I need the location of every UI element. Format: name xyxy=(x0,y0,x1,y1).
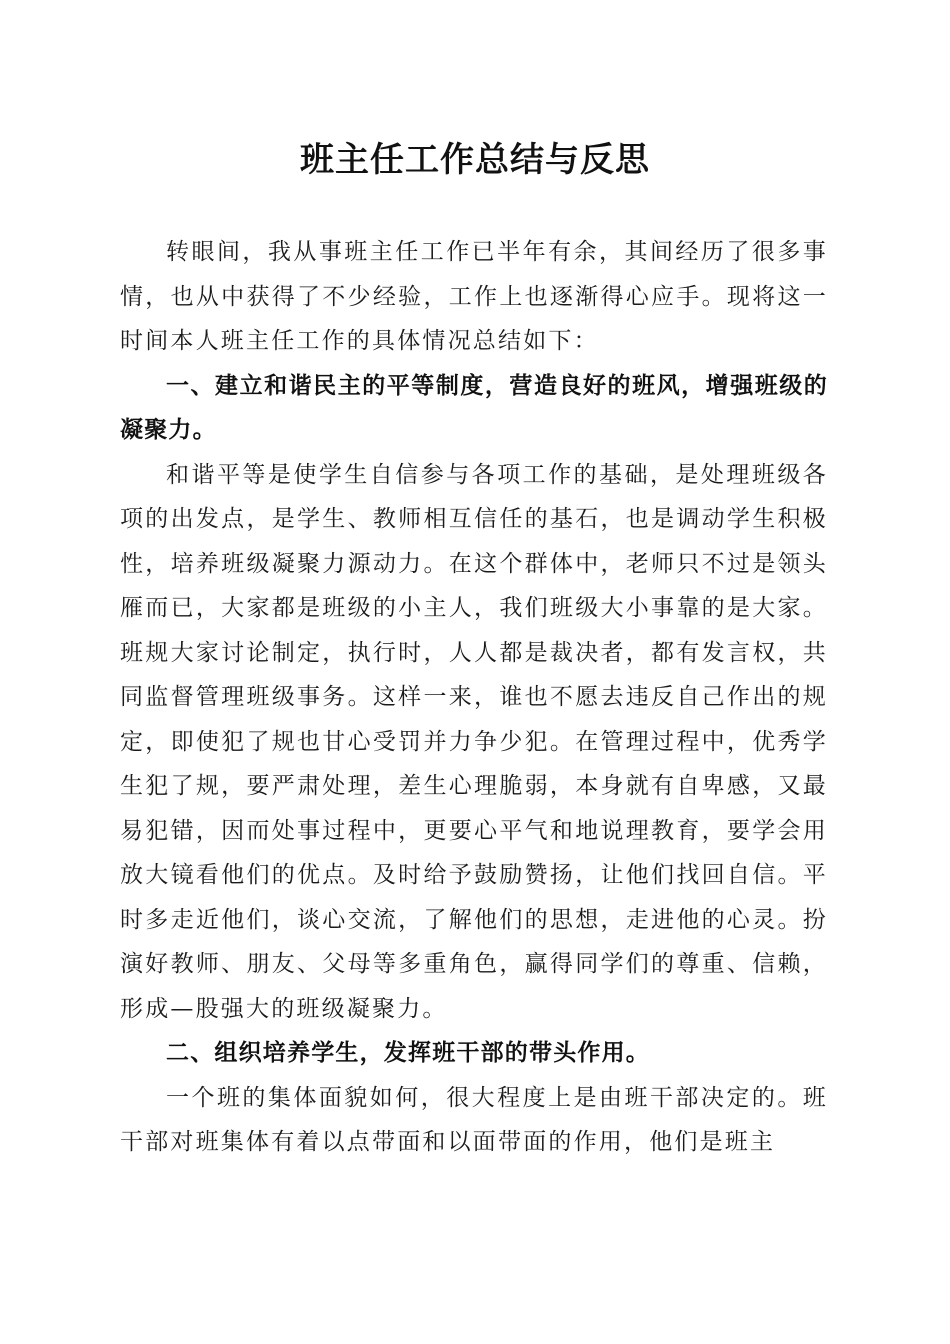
document-title: 班主任工作总结与反思 xyxy=(300,140,650,180)
intro-paragraph: 转眼间，我从事班主任工作已半年有余，其间经历了很多事情，也从中获得了不少经验，工作上也逐渐得心应手。现将这一时间本人班主任工作的具体情况总结如下： xyxy=(120,239,828,354)
section-heading-2: 二、组织培养学生，发挥班干部的带头作用。 xyxy=(166,1040,650,1066)
section-1-paragraph: 和谐平等是使学生自信参与各项工作的基础，是处理班级各项的出发点，是学生、教师相互信任的基石，也是调动学生积极性，培养班级凝聚力源动力。在这个群体中，老师只不过是领头雁而已，大家都是班级的小主人，我们班级大小事靠的是大家。班规大家讨论制定，执行时，人人都是裁决者，都有发言权，共同监督管理班级事务。这样一来，谁也不愿去违反自己作出的规定，即使犯了规也甘心受罚并力争少犯。在管理过程中，优秀学生犯了规，要严肃处理，差生心理脆弱，本身就有自卑感，又最易犯错，因而处事过程中，更要心平气和地说理教育，要学会用放大镜看他们的优点。及时给予鼓励赞扬，让他们找回自信。平时多走近他们，谈心交流，了解他们的思想，走进他的心灵。扮演好教师、朋友、父母等多重角色，赢得同学们的尊重、信赖，形成—股强大的班级凝聚力。 xyxy=(120,461,828,1022)
document-body xyxy=(120,230,828,1165)
section-2-paragraph: 一个班的集体面貌如何，很大程度上是由班干部决定的。班干部对班集体有着以点带面和以面带面的作用，他们是班主 xyxy=(120,1084,828,1155)
section-heading-1: 一、建立和谐民主的平等制度，营造良好的班风，增强班级的凝聚力。 xyxy=(120,372,828,443)
